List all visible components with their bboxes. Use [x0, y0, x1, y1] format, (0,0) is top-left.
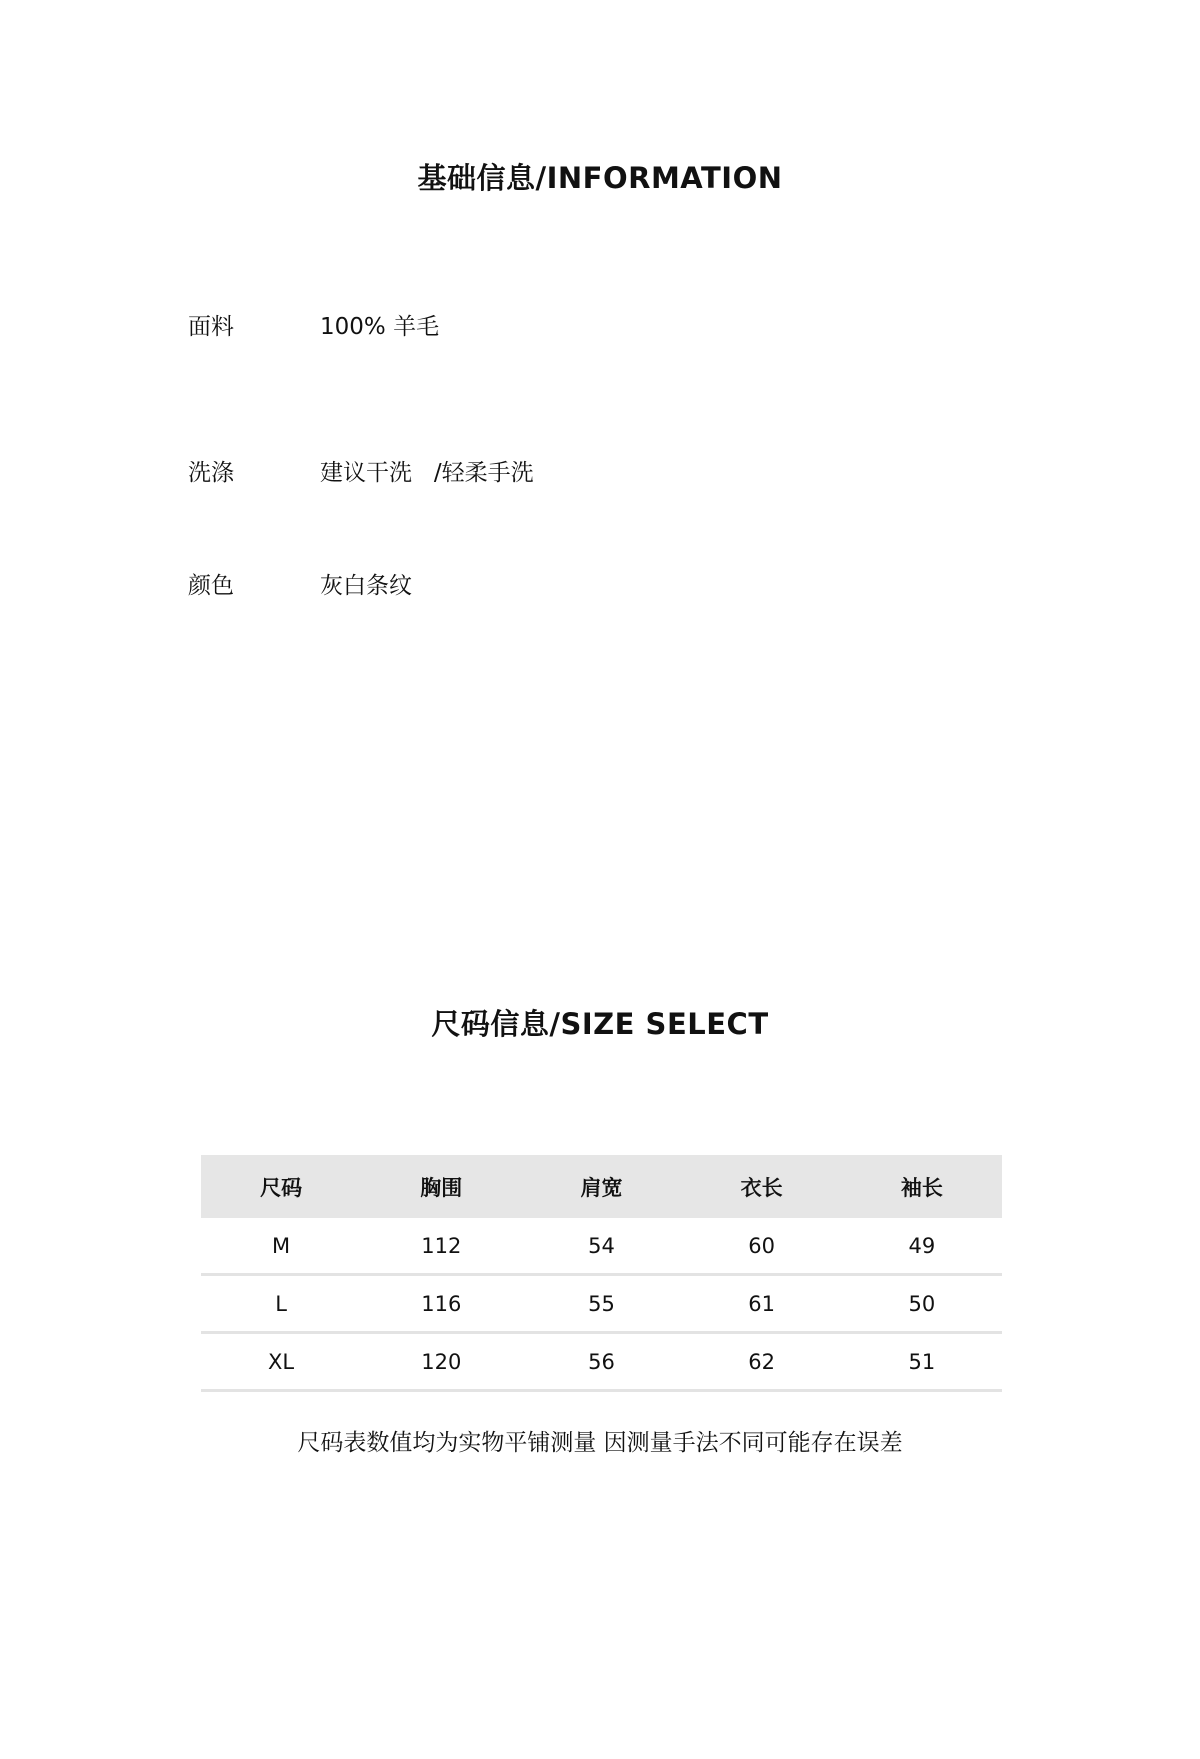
fabric-label: 面料 — [188, 314, 234, 340]
cell-chest: 116 — [361, 1275, 521, 1333]
cell-length: 60 — [682, 1218, 842, 1275]
cell-length: 61 — [682, 1275, 842, 1333]
size-table-header — [201, 1155, 1002, 1218]
information-title: 基础信息/INFORMATION — [417, 161, 783, 195]
header-length: 衣长 — [682, 1155, 842, 1218]
cell-chest: 112 — [361, 1218, 521, 1275]
cell-size: M — [201, 1218, 361, 1275]
color-value: 灰白条纹 — [320, 573, 412, 599]
cell-shoulder: 55 — [521, 1275, 681, 1333]
table-row — [201, 1218, 1002, 1275]
cell-sleeve: 51 — [842, 1333, 1002, 1391]
header-sleeve: 袖长 — [842, 1155, 1002, 1218]
header-chest: 胸围 — [361, 1155, 521, 1218]
fabric-value: 100% 羊毛 — [320, 314, 440, 340]
table-row — [201, 1333, 1002, 1391]
header-shoulder: 肩宽 — [521, 1155, 681, 1218]
size-note: 尺码表数值均为实物平铺测量 因测量手法不同可能存在误差 — [297, 1430, 903, 1456]
size-table — [201, 1155, 1002, 1392]
table-row — [201, 1275, 1002, 1333]
cell-size: L — [201, 1275, 361, 1333]
color-label: 颜色 — [188, 573, 234, 599]
wash-label: 洗涤 — [188, 460, 234, 486]
cell-shoulder: 54 — [521, 1218, 681, 1275]
cell-sleeve: 50 — [842, 1275, 1002, 1333]
cell-length: 62 — [682, 1333, 842, 1391]
cell-chest: 120 — [361, 1333, 521, 1391]
wash-value: 建议干洗 /轻柔手洗 — [320, 460, 534, 486]
size-title: 尺码信息/SIZE SELECT — [431, 1007, 769, 1041]
cell-size: XL — [201, 1333, 361, 1391]
header-size: 尺码 — [201, 1155, 361, 1218]
cell-shoulder: 56 — [521, 1333, 681, 1391]
cell-sleeve: 49 — [842, 1218, 1002, 1275]
